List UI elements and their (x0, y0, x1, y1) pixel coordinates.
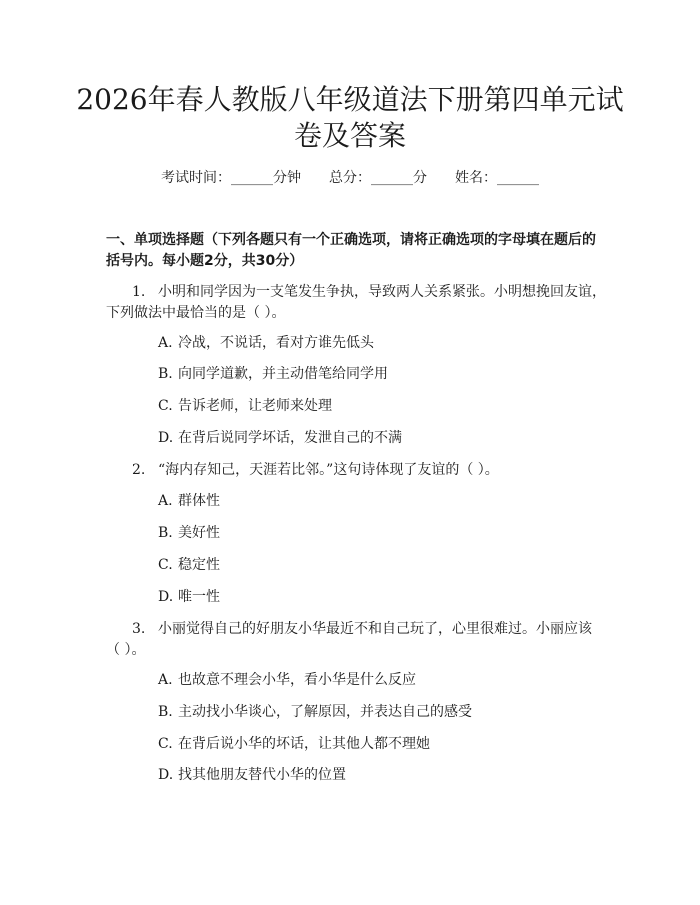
question-3-option-c (158, 734, 430, 754)
option-text: 美好性 (178, 525, 220, 541)
option-text: 也故意不理会小华，看小华是什么反应 (178, 672, 416, 688)
option-letter: D. (158, 767, 174, 783)
question-1-text (132, 282, 632, 303)
question-3-text-line2: （ ）。 (106, 642, 146, 658)
question-2-option-b (158, 523, 220, 543)
exam-title-continued: 卷及答案 (293, 119, 406, 152)
question-number: 2. (132, 462, 146, 478)
question-1-option-b (158, 364, 388, 384)
question-3-text-line1: 小丽觉得自己的好朋友小华最近不和自己玩了，心里很难过。小丽应该 (158, 621, 592, 637)
option-text: 向同学道歉，并主动借笔给同学用 (178, 366, 388, 382)
option-text: 群体性 (178, 493, 220, 509)
exam-title: 2026年春人教版八年级道法下册第四单元试 (76, 83, 624, 116)
question-3-option-d (158, 765, 346, 785)
question-3-option-b (158, 702, 472, 722)
option-text: 找其他朋友替代小华的位置 (178, 767, 346, 783)
option-letter: C. (158, 557, 173, 573)
option-text: 告诉老师，让老师来处理 (178, 398, 332, 414)
question-2-text (132, 460, 632, 481)
option-letter: C. (158, 736, 173, 752)
option-letter: D. (158, 430, 174, 446)
question-number: 1. (132, 284, 146, 300)
question-3-text (132, 619, 632, 640)
section-heading-continued: 括号内。每小题2分，共30分） (106, 253, 304, 269)
option-text: 在背后说小华的坏话，让其他人都不理她 (178, 736, 430, 752)
question-1-text-line1: 小明和同学因为一支笔发生争执，导致两人关系紧张。小明想挽回友谊， (158, 284, 606, 300)
option-text: 唯一性 (178, 589, 220, 605)
option-letter: D. (158, 589, 174, 605)
section-heading: 一、单项选择题（下列各题只有一个正确选项，请将正确选项的字母填在题后的 (106, 232, 596, 248)
option-text: 冷战，不说话，看对方谁先低头 (178, 335, 374, 351)
option-letter: A. (158, 493, 173, 509)
option-letter: A. (158, 335, 173, 351)
option-letter: B. (158, 525, 173, 541)
question-2-text-line1: “海内存知己，天涯若比邻。”这句诗体现了友谊的（ ）。 (158, 462, 499, 478)
option-text: 稳定性 (178, 557, 220, 573)
exam-meta (0, 169, 700, 187)
option-letter: B. (158, 704, 173, 720)
student-name-field: 姓名：______ (455, 170, 539, 186)
question-1-option-c (158, 396, 332, 416)
question-1-option-d (158, 428, 402, 448)
question-1-text-line2: 下列做法中最恰当的是（ ）。 (106, 305, 286, 321)
total-score-field: 总分：______分 (329, 170, 427, 186)
option-letter: C. (158, 398, 173, 414)
option-letter: A. (158, 672, 173, 688)
question-3-option-a (158, 670, 416, 690)
question-2-option-d (158, 587, 220, 607)
question-2-option-c (158, 555, 220, 575)
question-2-option-a (158, 491, 220, 511)
exam-time-field: 考试时间：______分钟 (161, 170, 301, 186)
option-text: 主动找小华谈心，了解原因，并表达自己的感受 (178, 704, 472, 720)
option-letter: B. (158, 366, 173, 382)
question-number: 3. (132, 621, 146, 637)
option-text: 在背后说同学坏话，发泄自己的不满 (178, 430, 402, 446)
question-1-option-a (158, 333, 374, 353)
